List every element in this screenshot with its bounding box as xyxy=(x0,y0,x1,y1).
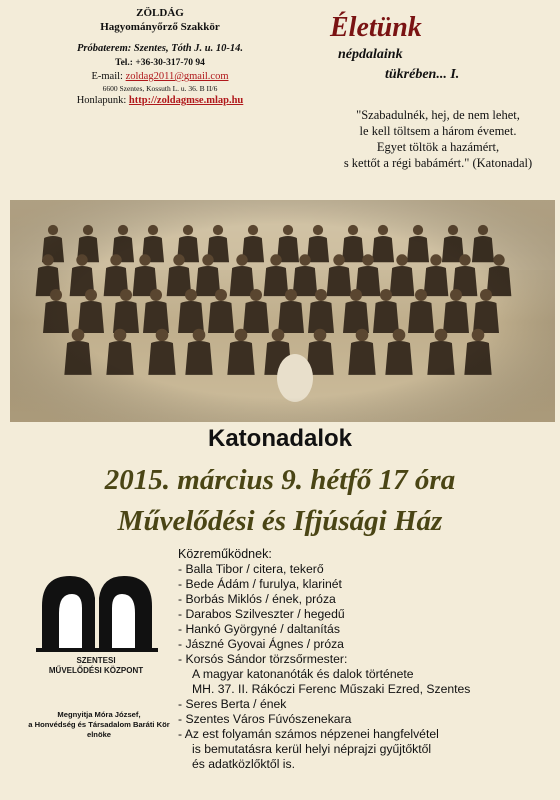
event-name: Katonadalok xyxy=(207,425,353,452)
opening-line2: a Honvédség és Társadalom Baráti Kör xyxy=(28,720,170,729)
performers-heading: Közreműködnek: xyxy=(178,547,272,561)
performer-item: - Balla Tibor / citera, tekerő xyxy=(178,562,324,576)
opening-line1: Megnyitja Móra József, xyxy=(57,710,141,719)
event-venue: Művelődési és Ifjúsági Ház xyxy=(117,505,443,537)
performer-item: - Jászné Gyovai Ágnes / próza xyxy=(178,637,344,651)
rehearsal-address: Próbaterem: Szentes, Tóth J. u. 10-14. xyxy=(77,43,243,54)
performer-item: A magyar katonanóták és dalok története xyxy=(192,667,414,681)
logo-line2: MŰVELŐDÉSI KÖZPONT xyxy=(48,666,144,675)
title-main: Életünk xyxy=(330,12,422,43)
performer-item: - Darabos Szilveszter / hegedű xyxy=(178,607,345,621)
performer-item: - Seres Berta / ének xyxy=(178,697,287,711)
performer-item: - Az est folyamán számos népzenei hangfelvétel xyxy=(178,727,439,741)
performer-item: - Szentes Város Fúvószenekara xyxy=(178,712,352,726)
phone-number: Tel.: +36-30-317-70 94 xyxy=(115,58,205,68)
quote-line: Egyet töltök a hazámért, xyxy=(376,140,500,154)
performer-item: - Borbás Miklós / ének, próza xyxy=(178,592,336,606)
logo-line1: SZENTESI xyxy=(76,656,116,665)
performer-item: MH. 37. II. Rákóczi Ferenc Műszaki Ezred, Szentes xyxy=(192,682,471,696)
performer-item: - Hankó Györgyné / daltanítás xyxy=(178,622,340,636)
title-line2: népdalaink xyxy=(338,47,403,62)
organizer-name: ZÖLDÁG xyxy=(136,7,184,19)
opening-note xyxy=(14,710,184,740)
postal-address: 6600 Szentes, Kossuth L. u. 36. B II/6 xyxy=(102,84,218,93)
email-link[interactable]: zoldag2011@gmail.com xyxy=(125,71,229,82)
quote-line: s kettőt a régi babámért." (Katonadal) xyxy=(343,156,533,170)
email-label: E-mail: xyxy=(91,71,123,82)
event-date: 2015. március 9. hétfő 17 óra xyxy=(104,464,456,496)
logo-caption xyxy=(20,656,172,676)
homepage-line xyxy=(40,94,280,108)
performers-items xyxy=(178,562,558,772)
performer-item: és adatközlőktől is. xyxy=(192,757,295,771)
performer-item: is bemutatásra kerül helyi néprajzi gyűjtőktől xyxy=(192,742,432,756)
soldiers-group-photo xyxy=(10,200,555,422)
performer-item: - Bede Ádám / furulya, klarinét xyxy=(178,577,342,591)
performers-list xyxy=(178,547,558,772)
opening-line3: elnöke xyxy=(86,730,112,739)
performer-item: - Korsós Sándor törzsőrmester: xyxy=(178,652,348,666)
organizer-info xyxy=(40,6,280,108)
organizer-subtitle: Hagyományőrző Szakkör xyxy=(100,21,220,33)
email-line xyxy=(40,70,280,84)
quote-line: le kell töltsem a három évemet. xyxy=(359,124,517,138)
quote-line: "Szabadulnék, hej, de nem lehet, xyxy=(356,108,520,122)
song-quote xyxy=(318,107,558,171)
homepage-link[interactable]: http://zoldagmse.mlap.hu xyxy=(128,95,244,106)
homepage-label: Honlapunk: xyxy=(76,95,127,106)
title-line3: tükrében... I. xyxy=(385,67,460,82)
